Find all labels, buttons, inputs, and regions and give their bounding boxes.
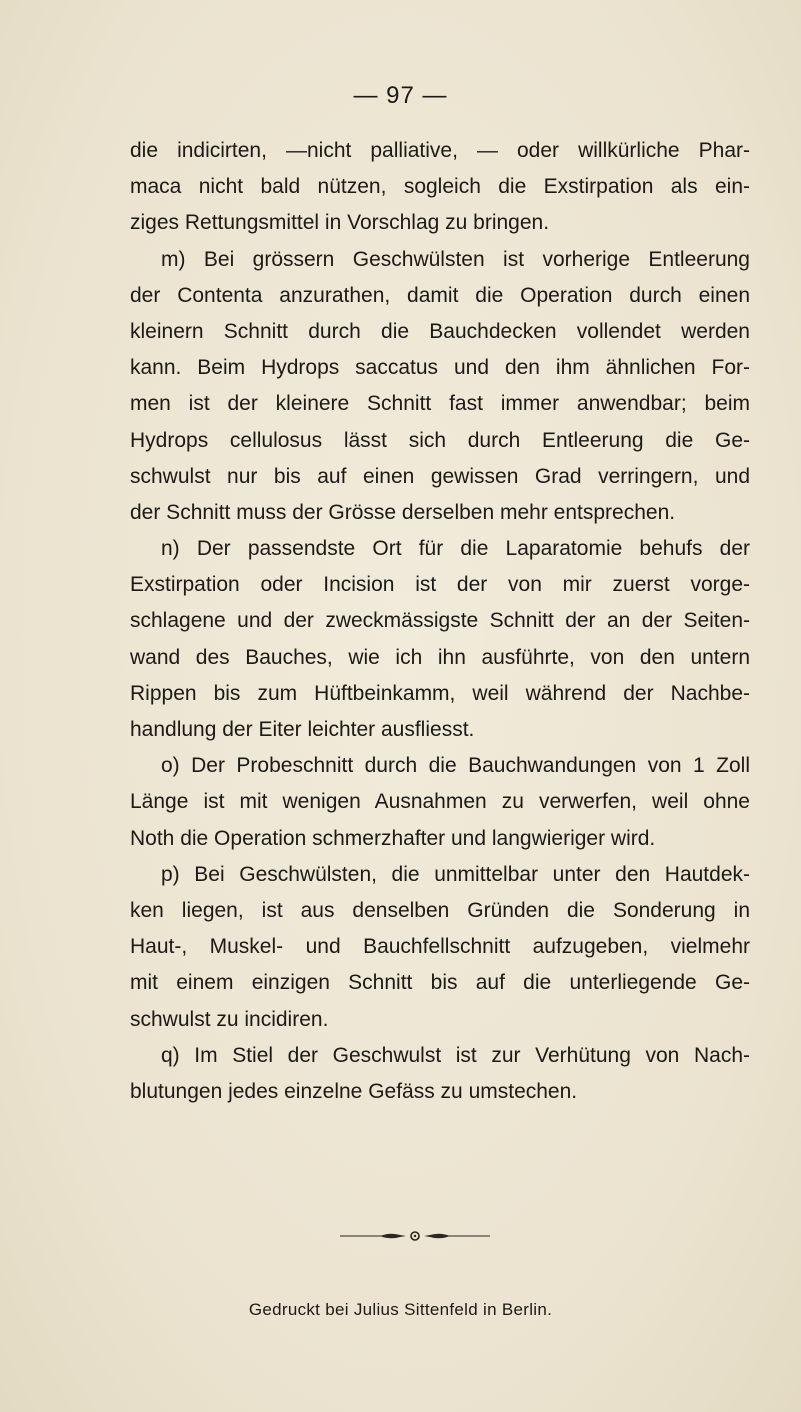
text-line: Haut-, Muskel- und Bauchfellschnitt aufzugeben, vielmehr — [130, 935, 750, 959]
text-line: n) Der passendste Ort für die Laparatomie behufs der — [161, 537, 750, 561]
text-line: ziges Rettungsmittel in Vorschlag zu bringen. — [130, 211, 550, 235]
text-line: Länge ist mit wenigen Ausnahmen zu verwerfen, weil ohne — [130, 790, 750, 814]
text-line: blutungen jedes einzelne Gefäss zu umstechen. — [130, 1079, 578, 1103]
text-line: mit einem einzigen Schnitt bis auf die unterliegende Ge- — [130, 971, 750, 995]
printer-imprint: Gedruckt bei Julius Sittenfeld in Berlin. — [248, 1300, 553, 1319]
text-line: Exstirpation oder Incision ist der von mir zuerst vorge- — [130, 573, 750, 597]
text-line: schwulst zu incidiren. — [130, 1007, 329, 1031]
text-line: handlung der Eiter leichter ausfliesst. — [130, 718, 475, 741]
text-line: maca nicht bald nützen, sogleich die Exstirpation als ein- — [130, 175, 750, 199]
page-number: — 97 — — [353, 82, 448, 109]
decorative-rule-icon — [340, 1226, 490, 1246]
text-line: p) Bei Geschwülsten, die unmittelbar unter den Hautdek- — [161, 862, 750, 886]
text-line: kann. Beim Hydrops saccatus und den ihm ähnlichen For- — [130, 356, 750, 380]
text-line: wand des Bauches, wie ich ihn ausführte, von den untern — [130, 645, 750, 669]
text-line: o) Der Probeschnitt durch die Bauchwandungen von 1 Zoll — [161, 754, 750, 778]
text-line: kleinern Schnitt durch die Bauchdecken vollendet werden — [130, 319, 750, 343]
text-line: die indicirten, —nicht palliative, — oder willkürliche Phar- — [130, 139, 750, 162]
text-line: ken liegen, ist aus denselben Gründen die Sonderung in — [130, 898, 750, 922]
text-line: der Contenta anzurathen, damit die Operation durch einen — [130, 283, 750, 307]
text-line: men ist der kleinere Schnitt fast immer anwendbar; beim — [130, 392, 750, 416]
text-line: q) Im Stiel der Geschwulst ist zur Verhütung von Nach- — [161, 1043, 750, 1067]
body-text — [130, 133, 750, 1110]
text-line: schlagene und der zweckmässigste Schnitt der an der Seiten- — [130, 609, 750, 633]
text-line: Noth die Operation schmerzhafter und langwieriger wird. — [130, 826, 656, 850]
text-line: schwulst nur bis auf einen gewissen Grad verringern, und — [130, 464, 750, 488]
text-line: Rippen bis zum Hüftbeinkamm, weil während der Nachbe- — [130, 681, 750, 705]
text-line: der Schnitt muss der Grösse derselben mehr entsprechen. — [130, 500, 676, 524]
text-line: m) Bei grössern Geschwülsten ist vorherige Entleerung — [161, 247, 750, 271]
text-line: Hydrops cellulosus lässt sich durch Entleerung die Ge- — [130, 428, 750, 452]
